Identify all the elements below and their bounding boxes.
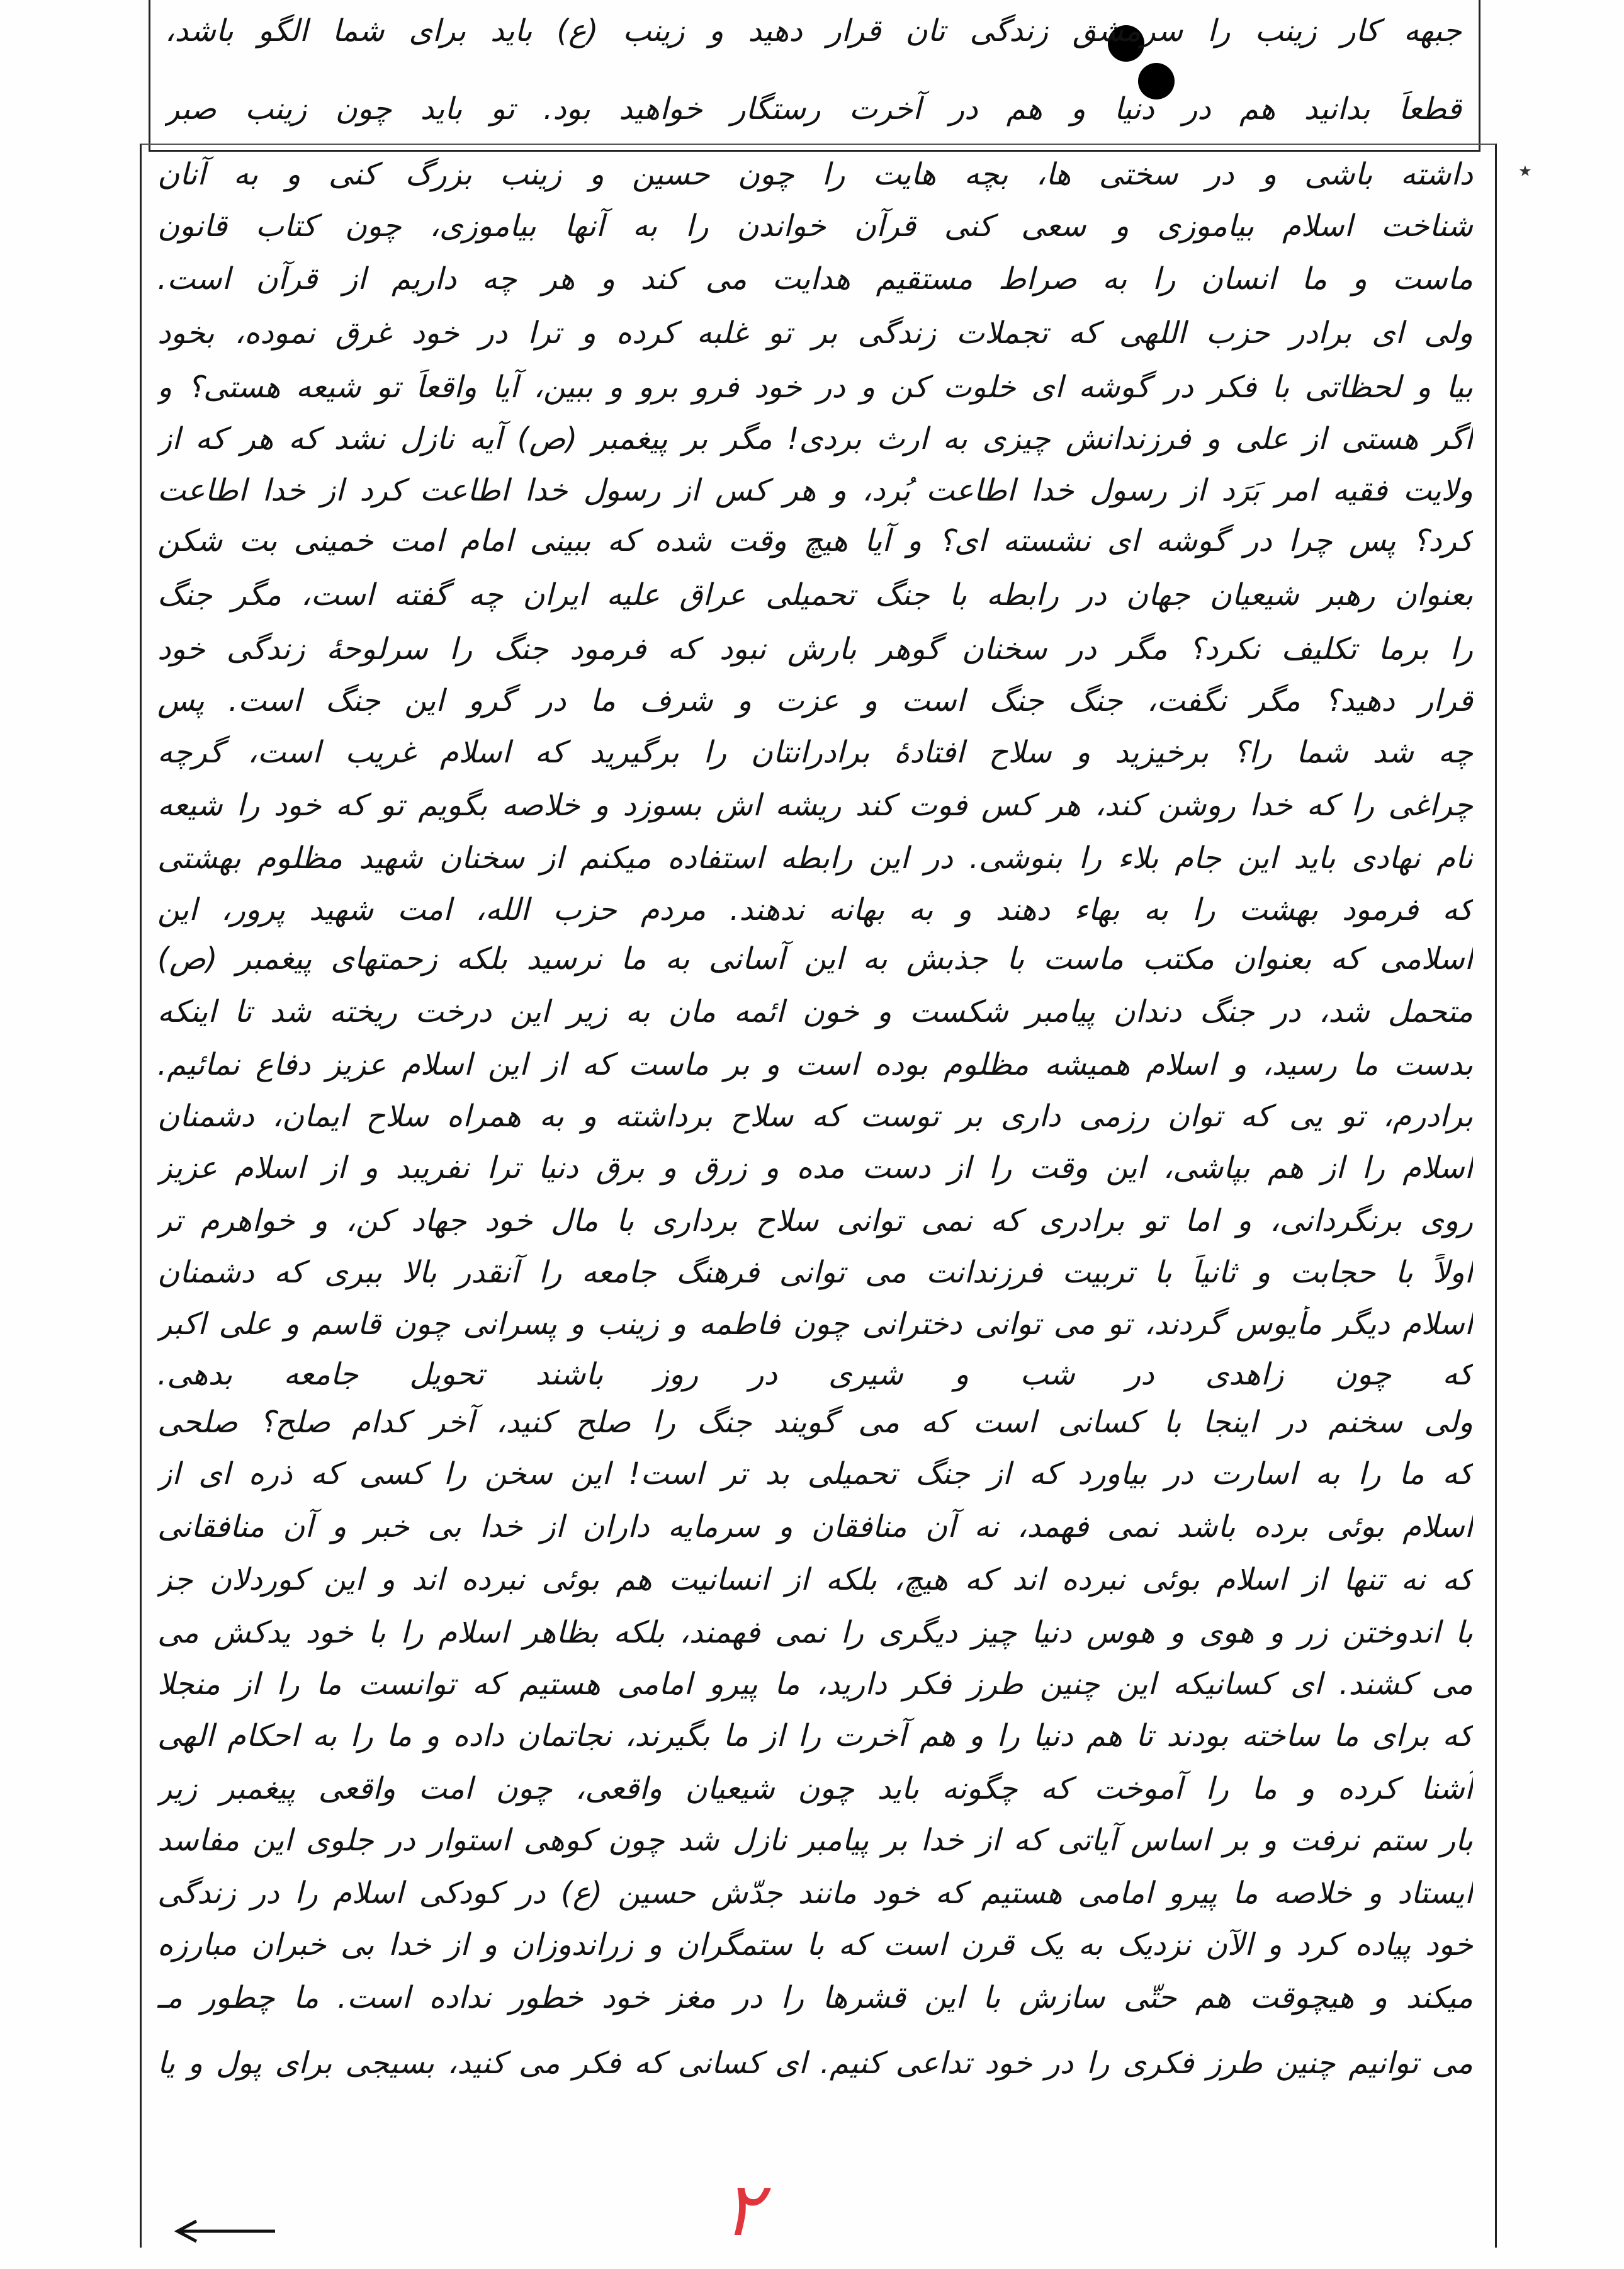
page-number: ۲ — [723, 2166, 763, 2253]
text-line: می کشند. ای کسانیکه این چنین طرز فکر دارید، ما پیرو امامی هستیم که توانست ما را از منجلا — [157, 1666, 1473, 1702]
text-line: اسلام را از هم بپاشی، این وقت را از دست مده و زرق و برق دنیا ترا نفریبد و از اسلام عزیز — [157, 1150, 1473, 1185]
text-line: که برای ما ساخته بودند تا هم دنیا را و هم آخرت را از ما بگیرند، نجاتمان داده و ما را به احکام الهی — [157, 1718, 1473, 1753]
text-line: با اندوختن زر و هوی و هوس دنیا چیز دیگری را نمی فهمند، بلکه بظاهر اسلام را با خود یدکش می — [157, 1615, 1473, 1650]
text-line: روی برنگردانی، و اما تو برادری که نمی توانی سلاح برداری با مال خود جهاد کن، و خواهرم تر — [157, 1203, 1473, 1238]
text-line: بار ستم نرفت و بر اساس آیاتی که از خدا بر پیامبر نازل شد چون کوهی استوار در جلوی این مفاسد — [157, 1823, 1473, 1858]
text-line: بعنوان رهبر شیعیان جهان در رابطه با جنگ تحمیلی عراق علیه ایران چه گفته است، مگر جنگ — [157, 577, 1473, 613]
text-line: ولی سخنم در اینجا با کسانی است که می گویند جنگ را صلح کنید، آخر کدام صلح؟ صلحی — [157, 1405, 1473, 1440]
text-line: چه شد شما را؟ برخیزید و سلاح افتادهٔ برادرانتان را برگیرید که اسلام غریب است، گرچه — [157, 735, 1473, 770]
text-line: بیا و لحظاتی با فکر در گوشه ای خلوت کن و در خود فرو برو و ببین، آیا واقعاً تو شیعه هستی؟ و — [157, 370, 1473, 405]
text-line: اگر هستی از علی و فرزندانش چیزی به ارث بردی! مگر بر پیغمبر (ص) آیه نازل نشد که هر که از — [157, 421, 1473, 456]
text-line: نام نهادی باید این جام بلاء را بنوشی. در این رابطه استفاده میکنم از سخنان شهید مظلوم بهشتی — [157, 840, 1473, 876]
text-line: کرد؟ پس چرا در گوشه ای نشسته ای؟ و آیا هیچ وقت شده که ببینی امام امت خمینی بت شکن — [157, 523, 1473, 558]
text-line: داشته باشی و در سختی ها، بچه هایت را چون حسین و زینب بزرگ کنی و به آنان — [157, 157, 1473, 192]
text-line: ولایت فقیه امر بَرَد از رسول خدا اطاعت بُرد، و هر کس از رسول خدا اطاعت کرد از خدا اطاعت — [157, 473, 1473, 508]
text-line: اولاً با حجابت و ثانیاً با تربیت فرزندانت می توانی فرهنگ جامعه را آنقدر بالا ببری که دشمنان — [157, 1255, 1473, 1290]
margin-mark: ٭ — [1518, 156, 1532, 185]
text-line: که ما را به اسارت در بیاورد که از جنگ تحمیلی بد تر است! این سخن را کسی که ذره ای از — [157, 1456, 1473, 1491]
text-line: که چون زاهدی در شب و شیری در روز باشند تحویل جامعه بدهی. — [157, 1357, 1473, 1392]
text-line: اسلام دیگر مأیوس گردند، تو می توانی دخترانی چون فاطمه و زینب و پسرانی چون قاسم و علی اکبر — [157, 1306, 1473, 1342]
text-line: می توانیم چنین طرز فکری را در خود تداعی کنیم. ای کسانی که فکر می کنید، بسیجی برای پول و یا — [157, 2045, 1473, 2081]
text-line: را برما تکلیف نکرد؟ مگر در سخنان گوهر بارش نبود که فرمود جنگ را سرلوحهٔ زندگی خود — [157, 631, 1473, 667]
text-line: آشنا کرده و ما را آموخت که چگونه باید چون شیعیان واقعی، چون امت واقعی پیغمبر زیر — [157, 1771, 1473, 1806]
text-line: که فرمود بهشت را به بهاء دهند و به بهانه ندهند. مردم حزب الله، امت شهید پرور، این — [157, 892, 1473, 927]
text-line: چراغی را که خدا روشن کند، هر کس فوت کند ریشه اش بسوزد و خلاصه بگویم تو که خود را شیعه — [157, 788, 1473, 823]
text-line: ولی ای برادر حزب اللهی که تجملات زندگی بر تو غلبه کرده و ترا در خود غرق نموده، بخود — [157, 315, 1473, 351]
text-line: خود پیاده کرد و الآن نزدیک به یک قرن است که با ستمگران و زراندوزان و از خدا بی خبران مبارزه — [157, 1927, 1473, 1962]
text-line: قرار دهید؟ مگر نگفت، جنگ جنگ است و عزت و شرف ما در گرو این جنگ است. پس — [157, 683, 1473, 718]
text-line: شناخت اسلام بیاموزی و سعی کنی قرآن خواندن را به آنها بیاموزی، چون کتاب قانون — [157, 208, 1473, 244]
text-line: میکند و هیچوقت هم حتّی سازش با این قشرها را در مغز خود خطور نداده است. ما چطور مـ — [157, 1980, 1473, 2015]
text-line: متحمل شد، در جنگ دندان پیامبر شکست و خون ائمه مان به زیر این درخت ریخته شد تا اینکه — [157, 994, 1473, 1029]
text-line: ماست و ما انسان را به صراط مستقیم هدایت می کند و هر چه داریم از قرآن است. — [157, 261, 1473, 297]
left-arrow-icon — [171, 2219, 278, 2244]
text-line: که نه تنها از اسلام بوئی نبرده اند که هیچ، بلکه از انسانیت هم بوئی نبرده اند و این کوردلان جز — [157, 1562, 1473, 1597]
text-line: قطعاً بدانید هم در دنیا و هم در آخرت رستگار خواهید بود. تو باید چون زینب صبر — [165, 91, 1462, 127]
text-line: برادرم، تو یی که توان رزمی داری بر توست که سلاح برداشته و به همراه سلاح ایمان، دشمنان — [157, 1099, 1473, 1134]
text-line: بدست ما رسید، و اسلام همیشه مظلوم بوده است و بر ماست که از این اسلام عزیز دفاع نمائیم. — [157, 1047, 1473, 1082]
text-line: جبهه کار زینب را سرمشق زندگی تان قرار دهید و زینب (ع) باید برای شما الگو باشد، — [165, 13, 1462, 48]
text-line: ایستاد و خلاصه ما پیرو امامی هستیم که خود مانند جدّش حسین (ع) در کودکی اسلام را در زندگی — [157, 1876, 1473, 1911]
text-line: اسلامی که بعنوان مکتب ماست با جذبش به این آسانی به ما نرسید بلکه زحمتهای پیغمبر (ص) — [157, 941, 1473, 976]
text-line: اسلام بوئی برده باشد نمی فهمد، نه آن منافقان و سرمایه داران از خدا بی خبر و آن منافقانی — [157, 1509, 1473, 1544]
